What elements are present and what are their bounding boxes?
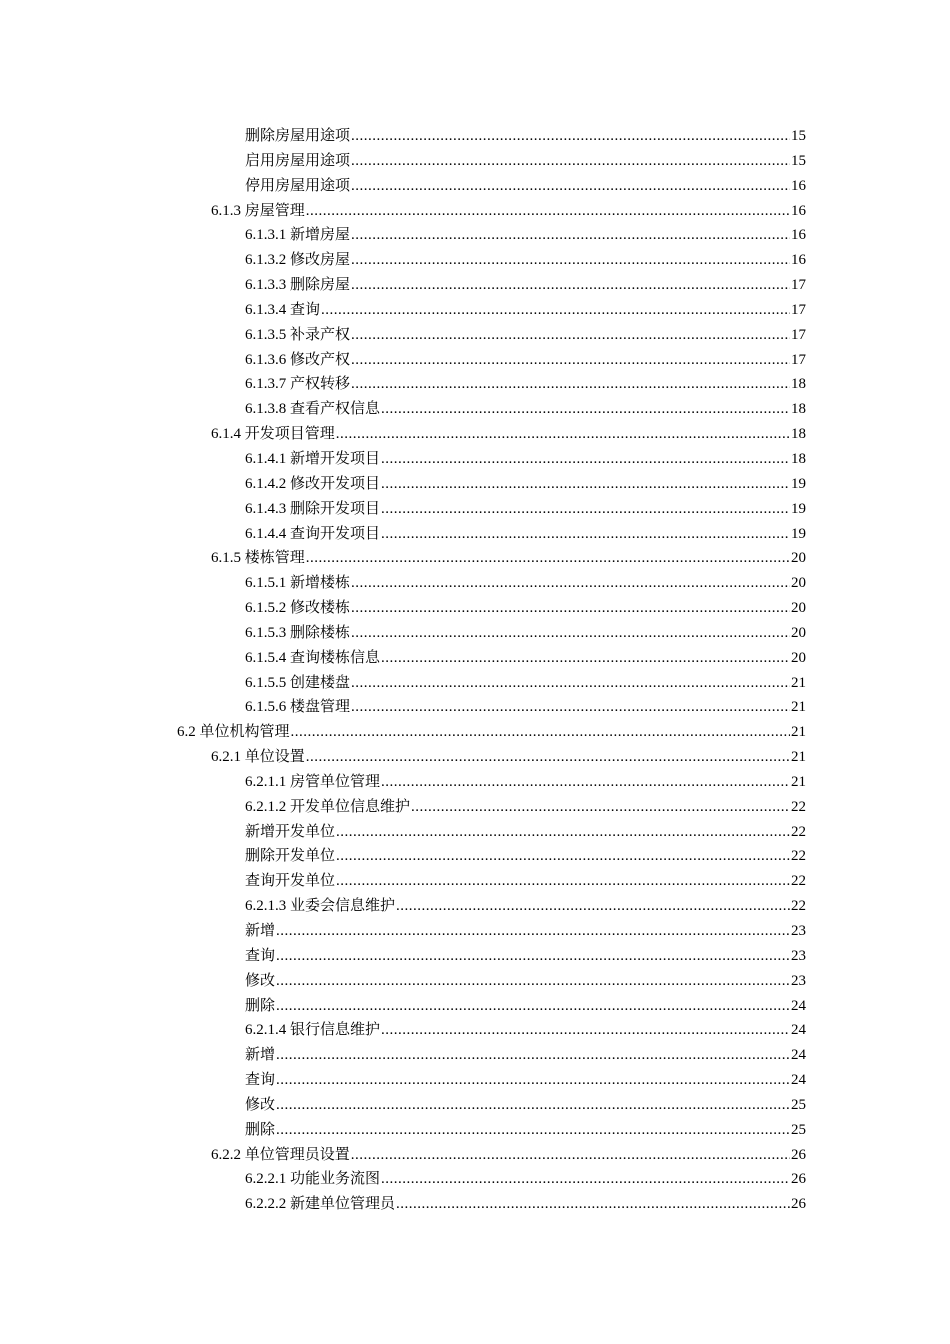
toc-entry-label: 新增开发单位 — [245, 823, 336, 840]
toc-entry[interactable] — [245, 1167, 806, 1192]
toc-entry-page-number: 23 — [791, 923, 806, 939]
toc-entry[interactable] — [245, 820, 806, 845]
toc-entry[interactable] — [245, 969, 806, 994]
toc-entry-label: 删除房屋用途项 — [245, 128, 351, 144]
toc-entry-page-number: 15 — [791, 152, 806, 169]
toc-entry[interactable] — [245, 795, 806, 820]
toc-entry[interactable] — [245, 497, 806, 522]
toc-entry-page-number: 25 — [791, 1121, 806, 1138]
toc-entry-page-number: 17 — [791, 277, 806, 294]
toc-entry-label: 6.1.4 开发项目管理 — [211, 426, 335, 443]
dot-leader — [351, 323, 790, 348]
dot-leader — [351, 174, 790, 199]
toc-entry[interactable] — [245, 1192, 806, 1217]
toc-entry-page-number: 20 — [791, 600, 806, 617]
dot-leader — [306, 199, 790, 224]
dot-leader — [351, 671, 790, 696]
toc-entry-label: 6.1.3.2 修改房屋 — [245, 252, 351, 269]
toc-entry-page-number: 21 — [791, 674, 806, 691]
toc-entry[interactable] — [245, 1118, 806, 1143]
toc-entry-page-number: 23 — [791, 947, 806, 964]
toc-entry-label: 删除开发单位 — [245, 848, 336, 865]
dot-leader — [381, 1018, 790, 1043]
toc-entry[interactable] — [245, 397, 806, 422]
toc-entry-page-number: 16 — [791, 177, 806, 194]
table-of-contents — [0, 124, 950, 1217]
dot-leader — [276, 1043, 790, 1068]
toc-entry-page-number: 18 — [791, 426, 806, 443]
dot-leader — [336, 820, 790, 845]
toc-entry-label: 6.1.5.5 创建楼盘 — [245, 674, 351, 691]
toc-entry-page-number: 21 — [791, 773, 806, 790]
toc-entry-page-number: 22 — [791, 898, 806, 915]
dot-leader — [396, 1192, 790, 1217]
dot-leader — [351, 248, 790, 273]
toc-entry-page-number: 22 — [791, 848, 806, 865]
toc-entry[interactable] — [245, 1068, 806, 1093]
toc-entry-label: 6.1.5.6 楼盘管理 — [245, 699, 351, 716]
toc-entry-page-number: 20 — [791, 624, 806, 641]
toc-entry-label: 6.2.1.3 业委会信息维护 — [245, 898, 396, 915]
toc-entry[interactable] — [245, 149, 806, 174]
toc-entry-page-number: 21 — [791, 699, 806, 716]
toc-entry-label: 停用房屋用途项 — [245, 177, 351, 194]
toc-entry-label: 6.1.3.7 产权转移 — [245, 376, 351, 393]
toc-entry[interactable] — [245, 1093, 806, 1118]
toc-entry[interactable] — [245, 248, 806, 273]
dot-leader — [411, 795, 790, 820]
toc-entry-page-number: 16 — [791, 252, 806, 269]
toc-entry-label: 6.2.2 单位管理员设置 — [211, 1146, 350, 1163]
toc-entry[interactable] — [245, 646, 806, 671]
toc-entry-label: 6.2.1.1 房管单位管理 — [245, 773, 381, 790]
toc-entry[interactable] — [245, 994, 806, 1019]
toc-entry-page-number: 20 — [791, 575, 806, 592]
dot-leader — [381, 497, 790, 522]
toc-entry[interactable] — [245, 844, 806, 869]
dot-leader — [351, 149, 790, 174]
toc-entry[interactable] — [245, 1018, 806, 1043]
dot-leader — [351, 273, 790, 298]
toc-entry-label: 6.1.3.4 查询 — [245, 301, 321, 318]
dot-leader — [351, 223, 790, 248]
dot-leader — [276, 944, 790, 969]
toc-entry[interactable] — [245, 596, 806, 621]
dot-leader — [276, 994, 790, 1019]
toc-entry-label: 6.2.2.2 新建单位管理员 — [245, 1196, 396, 1213]
toc-entry[interactable] — [245, 671, 806, 696]
toc-entry-label: 新增 — [245, 923, 276, 939]
toc-entry-label: 启用房屋用途项 — [245, 152, 351, 169]
toc-entry-label: 6.2.1.4 银行信息维护 — [245, 1022, 381, 1039]
toc-entry[interactable] — [245, 1043, 806, 1068]
toc-entry-page-number: 24 — [791, 1072, 806, 1089]
toc-entry[interactable] — [245, 273, 806, 298]
dot-leader — [321, 298, 790, 323]
dot-leader — [276, 1093, 790, 1118]
toc-entry-page-number: 24 — [791, 1047, 806, 1064]
dot-leader — [381, 472, 790, 497]
toc-entry-page-number: 18 — [791, 450, 806, 467]
dot-leader — [306, 546, 790, 571]
dot-leader — [351, 348, 790, 373]
dot-leader — [276, 1068, 790, 1093]
toc-entry-label: 新增 — [245, 1047, 276, 1064]
toc-entry-page-number: 23 — [791, 972, 806, 989]
toc-entry[interactable] — [245, 124, 806, 149]
dot-leader — [291, 720, 790, 745]
toc-entry-label: 6.1.5.4 查询楼栋信息 — [245, 649, 381, 666]
toc-entry[interactable] — [245, 298, 806, 323]
toc-entry[interactable] — [245, 522, 806, 547]
toc-entry[interactable] — [245, 621, 806, 646]
dot-leader — [351, 124, 790, 149]
dot-leader — [351, 571, 790, 596]
dot-leader — [381, 1167, 790, 1192]
toc-entry-label: 查询 — [245, 1072, 276, 1089]
toc-entry[interactable] — [245, 571, 806, 596]
toc-entry-page-number: 18 — [791, 376, 806, 393]
toc-entry-page-number: 21 — [791, 749, 806, 766]
toc-entry[interactable] — [211, 745, 806, 770]
dot-leader — [381, 646, 790, 671]
toc-entry-page-number: 17 — [791, 326, 806, 343]
toc-entry-label: 6.1.5.2 修改楼栋 — [245, 600, 351, 617]
dot-leader — [351, 596, 790, 621]
dot-leader — [306, 745, 790, 770]
toc-entry-label: 6.1.4.2 修改开发项目 — [245, 475, 381, 492]
dot-leader — [396, 894, 790, 919]
toc-entry-label: 6.1.5.1 新增楼栋 — [245, 575, 351, 592]
toc-entry-page-number: 16 — [791, 227, 806, 244]
toc-entry-page-number: 26 — [791, 1196, 806, 1213]
toc-entry-page-number: 24 — [791, 997, 806, 1014]
toc-entry-label: 6.1.3.5 补录产权 — [245, 326, 351, 343]
dot-leader — [336, 844, 790, 869]
toc-entry[interactable] — [245, 174, 806, 199]
toc-entry-page-number: 22 — [791, 823, 806, 840]
dot-leader — [381, 447, 790, 472]
toc-entry[interactable] — [211, 1143, 806, 1168]
toc-entry-label: 6.1.3.6 修改产权 — [245, 351, 351, 368]
toc-entry-label: 6.1.4.1 新增开发项目 — [245, 450, 381, 467]
dot-leader — [381, 522, 790, 547]
toc-entry-label: 6.1.5 楼栋管理 — [211, 550, 305, 567]
toc-entry-label: 6.1.4.4 查询开发项目 — [245, 525, 381, 542]
toc-entry-page-number: 17 — [791, 301, 806, 318]
toc-entry[interactable] — [245, 944, 806, 969]
toc-entry[interactable] — [211, 422, 806, 447]
toc-entry-label: 6.1.5.3 删除楼栋 — [245, 624, 351, 641]
dot-leader — [276, 1118, 790, 1143]
toc-entry-page-number: 24 — [791, 1022, 806, 1039]
toc-entry-page-number: 25 — [791, 1096, 806, 1113]
dot-leader — [276, 969, 790, 994]
toc-entry[interactable] — [245, 348, 806, 373]
dot-leader — [351, 695, 790, 720]
toc-entry-label: 6.1.3.3 删除房屋 — [245, 277, 351, 294]
toc-entry[interactable] — [245, 223, 806, 248]
toc-entry-label: 6.1.3.1 新增房屋 — [245, 227, 351, 244]
toc-entry-page-number: 20 — [791, 649, 806, 666]
toc-entry[interactable] — [245, 447, 806, 472]
toc-entry-page-number: 15 — [791, 128, 806, 144]
dot-leader — [351, 1143, 790, 1168]
toc-entry-page-number: 26 — [791, 1146, 806, 1163]
toc-entry[interactable] — [245, 472, 806, 497]
toc-entry-page-number: 19 — [791, 475, 806, 492]
dot-leader — [351, 621, 790, 646]
toc-entry-label: 6.1.3 房屋管理 — [211, 202, 305, 219]
toc-entry[interactable] — [245, 323, 806, 348]
dot-leader — [381, 397, 790, 422]
toc-entry-label: 6.2.1 单位设置 — [211, 749, 305, 766]
toc-entry[interactable] — [245, 372, 806, 397]
toc-entry-page-number: 22 — [791, 873, 806, 890]
toc-entry-label: 6.2 单位机构管理 — [177, 724, 290, 741]
toc-entry-page-number: 19 — [791, 525, 806, 542]
toc-entry-label: 6.1.4.3 删除开发项目 — [245, 500, 381, 517]
toc-entry-label: 6.1.3.8 查看产权信息 — [245, 401, 381, 418]
toc-entry-label: 6.2.2.1 功能业务流图 — [245, 1171, 381, 1188]
dot-leader — [381, 770, 790, 795]
toc-entry-label: 删除 — [245, 1121, 276, 1138]
toc-entry[interactable] — [245, 894, 806, 919]
toc-entry[interactable] — [211, 546, 806, 571]
toc-entry-page-number: 22 — [791, 798, 806, 815]
toc-entry-label: 查询 — [245, 947, 276, 964]
dot-leader — [276, 919, 790, 944]
toc-entry-label: 6.2.1.2 开发单位信息维护 — [245, 798, 411, 815]
toc-entry[interactable] — [245, 770, 806, 795]
toc-entry[interactable] — [177, 720, 806, 745]
toc-entry[interactable] — [245, 695, 806, 720]
toc-entry-label: 修改 — [245, 1096, 276, 1113]
dot-leader — [336, 869, 790, 894]
dot-leader — [336, 422, 790, 447]
toc-entry-page-number: 21 — [791, 724, 806, 741]
toc-entry-page-number: 16 — [791, 202, 806, 219]
toc-entry-page-number: 26 — [791, 1171, 806, 1188]
dot-leader — [351, 372, 790, 397]
toc-entry-label: 删除 — [245, 997, 276, 1014]
toc-entry[interactable] — [245, 919, 806, 944]
toc-entry[interactable] — [245, 869, 806, 894]
toc-entry-page-number: 20 — [791, 550, 806, 567]
toc-entry-label: 修改 — [245, 972, 276, 989]
toc-entry[interactable] — [211, 199, 806, 224]
toc-entry-label: 查询开发单位 — [245, 873, 336, 890]
toc-entry-page-number: 18 — [791, 401, 806, 418]
toc-entry-page-number: 19 — [791, 500, 806, 517]
toc-entry-page-number: 17 — [791, 351, 806, 368]
